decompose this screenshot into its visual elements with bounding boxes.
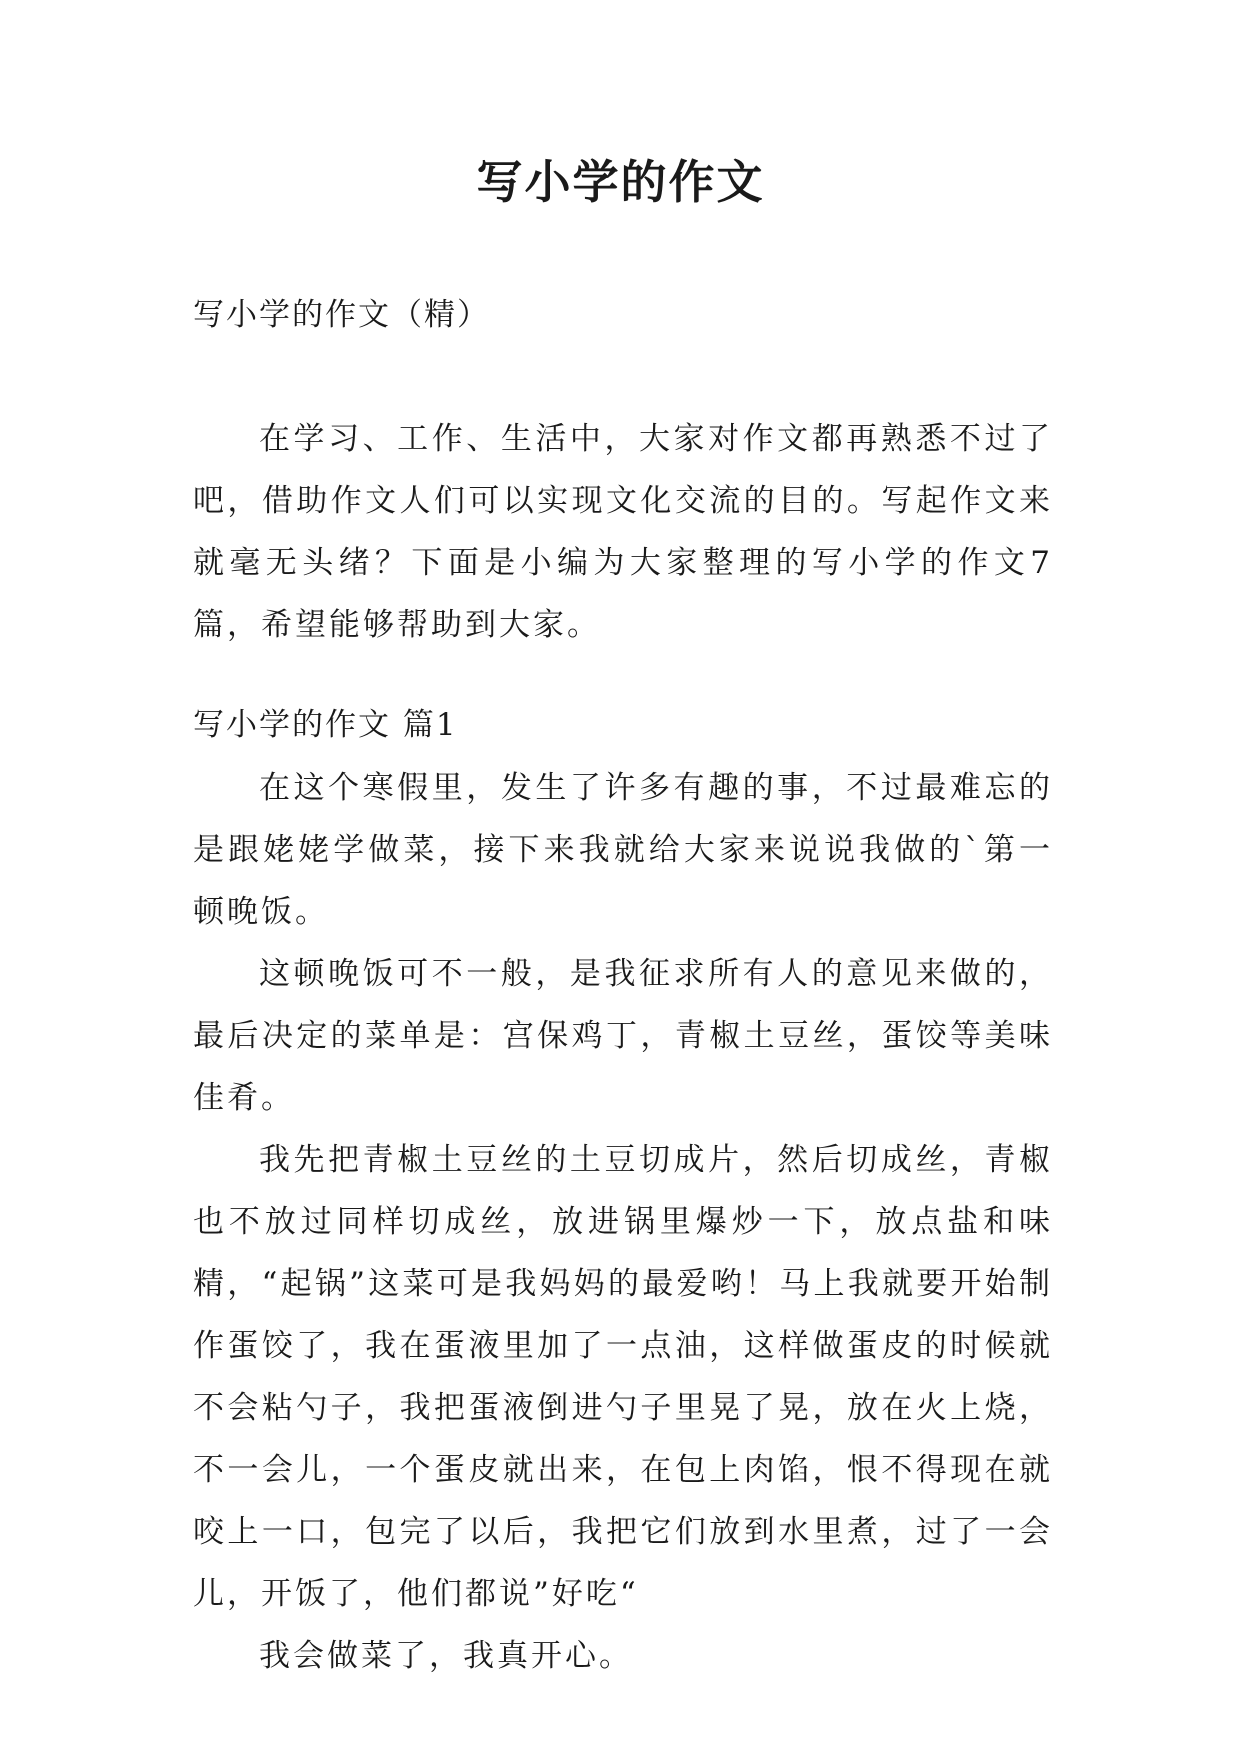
- body-paragraph: 我会做菜了，我真开心。: [259, 1638, 633, 1674]
- intro-paragraph: 在学习、工作、生活中，大家对作文都再熟悉不过了吧，借助作文人们可以实现文化交流的目的。写起作文来就毫无头绪？下面是小编为大家整理的写小学的作文7篇，希望能够帮助到大家。: [193, 421, 1053, 643]
- document-subtitle: 写小学的作文（精）: [193, 297, 490, 333]
- body-paragraph: 这顿晚饭可不一般，是我征求所有人的意见来做的，最后决定的菜单是：宫保鸡丁，青椒土豆丝，蛋饺等美味佳肴。: [193, 956, 1053, 1116]
- essay-body: [193, 757, 1053, 1687]
- document-title: 写小学的作文: [476, 155, 765, 209]
- body-paragraph: 我先把青椒土豆丝的土豆切成片，然后切成丝，青椒也不放过同样切成丝，放进锅里爆炒一下，放点盐和味精，“起锅”这菜可是我妈妈的最爱哟！马上我就要开始制作蛋饺了，我在蛋液里加了一点油，这样做蛋皮的时候就不会粘勺子，我把蛋液倒进勺子里晃了晃，放在火上烧，不一会儿，一个蛋皮就出来，在包上肉馅，恨不得现在就咬上一口，包完了以后，我把它们放到水里煮，过了一会儿，开饭了，他们都说”好吃“: [193, 1142, 1053, 1612]
- section-heading: 写小学的作文 篇1: [193, 707, 458, 743]
- body-paragraph: 在这个寒假里，发生了许多有趣的事，不过最难忘的是跟姥姥学做菜，接下来我就给大家来说说我做的`第一顿晚饭。: [193, 770, 1053, 930]
